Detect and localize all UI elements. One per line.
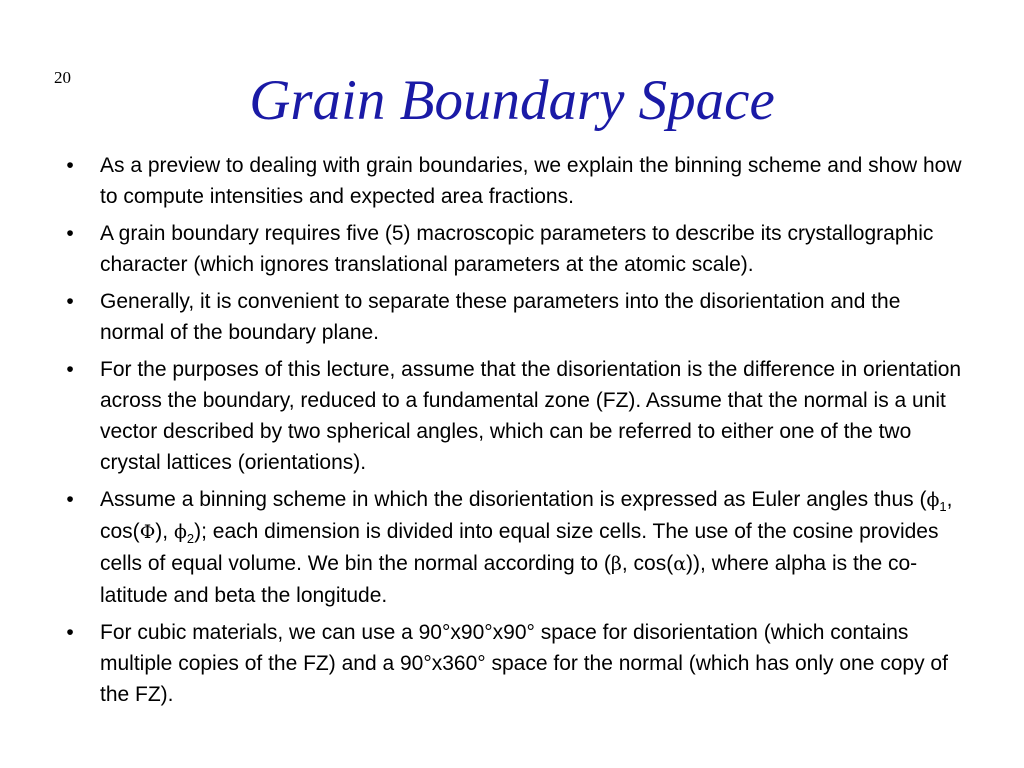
- slide-title: Grain Boundary Space: [249, 69, 775, 132]
- phi-symbol: ϕ: [926, 489, 940, 511]
- bullet-icon: •: [66, 488, 74, 511]
- capital-phi-symbol: Φ: [139, 521, 156, 543]
- bullet-text: [100, 488, 952, 607]
- bullet-text: As a preview to dealing with grain boundaries, we explain the binning scheme and show how to compute intensities and expected area fractions.: [100, 154, 962, 208]
- phi-symbol: ϕ: [173, 521, 187, 543]
- text-segment: )), where alpha is the co-latitude and beta the longitude.: [100, 552, 918, 607]
- bullet-icon: •: [66, 222, 74, 245]
- slide-number: 20: [54, 68, 71, 87]
- subscript: 1: [939, 499, 947, 515]
- bullet-item: [60, 286, 965, 348]
- bullet-text: A grain boundary requires five (5) macroscopic parameters to describe its crystallographic character (which ignores translational parameters at the atomic scale).: [100, 222, 934, 276]
- bullet-text: For cubic materials, we can use a 90°x90°x90° space for disorientation (which contains multiple copies of the FZ) and a 90°x360° space for the normal (which has only one copy of the FZ).: [100, 621, 948, 706]
- bullet-item: [60, 617, 965, 710]
- bullet-icon: •: [66, 621, 74, 644]
- bullet-text: For the purposes of this lecture, assume that the disorientation is the difference in orientation across the boundary, reduced to a fundamental zone (FZ). Assume that the normal is a unit vector described by two spherical angles, which can be referred to either one of the two crystal lattices (orientations).: [100, 358, 962, 474]
- bullet-icon: •: [66, 358, 74, 381]
- bullet-list: [60, 150, 965, 716]
- bullet-icon: •: [66, 154, 74, 177]
- beta-symbol: β: [610, 553, 622, 575]
- bullet-item: [60, 354, 965, 478]
- bullet-item: [60, 150, 965, 212]
- text-segment: Assume a binning scheme in which the disorientation is expressed as Euler angles thus (: [100, 488, 927, 511]
- alpha-symbol: α: [673, 553, 687, 575]
- subscript: 2: [186, 531, 195, 547]
- text-segment: ); each dimension is divided into equal size cells. The use of the cosine provides cells of equal volume. We bin the normal according to (: [100, 520, 939, 575]
- bullet-text: Generally, it is convenient to separate these parameters into the disorientation and the normal of the boundary plane.: [100, 290, 901, 344]
- text-segment: , cos(: [621, 552, 674, 575]
- text-segment: ),: [155, 520, 174, 543]
- text-segment: , cos(: [100, 488, 953, 543]
- bullet-icon: •: [66, 290, 74, 313]
- bullet-item: [60, 218, 965, 280]
- bullet-item: [60, 484, 965, 611]
